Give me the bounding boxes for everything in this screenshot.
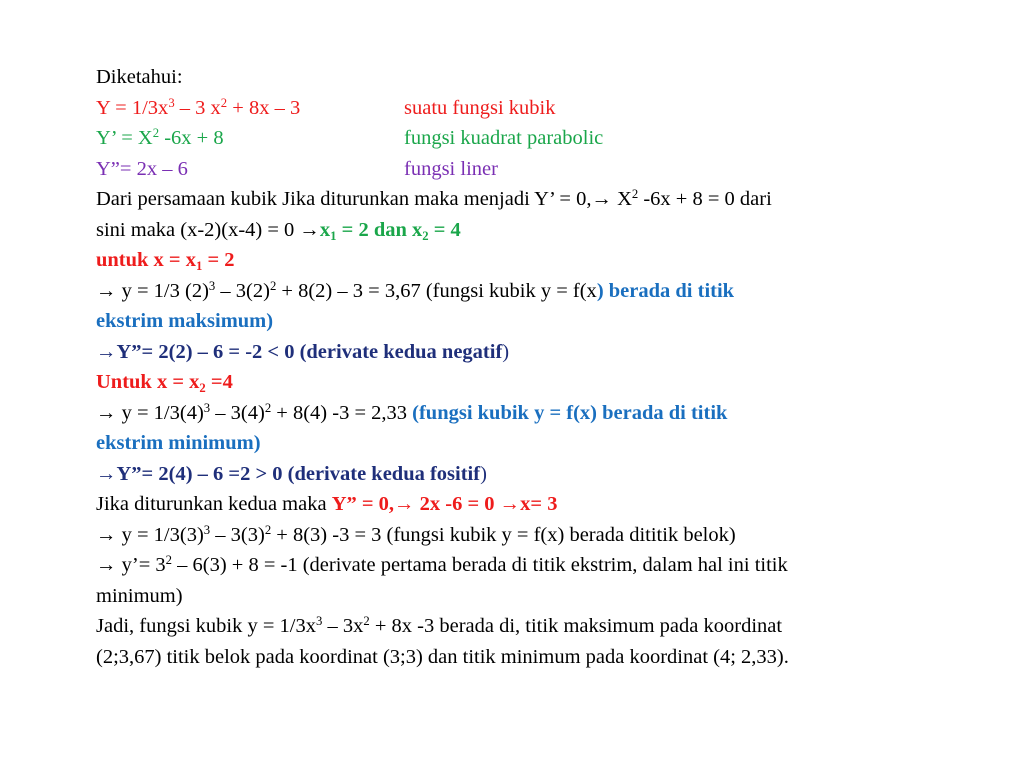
second-derivative-line [96,154,976,185]
description: fungsi liner [404,157,498,180]
superscript: 2 [631,187,639,202]
text: = 4 [428,218,461,241]
paragraph-line [96,611,976,642]
text: sini maka (x-2)(x-4) = 0 → [96,218,320,241]
superscript: 2 [264,522,272,537]
slide-content [96,62,976,672]
text: – 3x [322,615,364,637]
text: (2;3,67) titik belok pada koordinat (3;3) dan titik minimum pada koordinat (4; 2,33). [96,645,789,668]
text: = 2 dan x [336,218,423,241]
paragraph-line [96,215,976,246]
text: Y’ = X [96,127,153,149]
paragraph-line [96,459,976,490]
text: – 3(3) [210,523,265,546]
text: → y = 1/3 (2) [96,279,209,302]
text: Dari persamaan kubik Jika diturunkan maka menjadi Y’ = 0,→ X [96,188,632,210]
text: ekstrim minimum) [96,432,261,454]
paragraph-line [96,520,976,551]
text: =4 [205,371,233,393]
text: ekstrim maksimum) [96,310,274,332]
description: suatu fungsi kubik [404,96,556,119]
equation [96,97,300,119]
text: (fungsi kubik y = f(x) berada di titik [412,401,728,424]
text: x [319,218,331,241]
text: Untuk x = x [96,371,200,393]
text: – 6(3) + 8 = -1 (derivate pertama berada di titik ekstrim, dalam hal ini titik [172,554,788,576]
text: → y = 1/3(4) [96,401,204,424]
paragraph-line [96,184,976,215]
superscript: 3 [208,278,216,293]
text: -6x + 8 [159,127,224,149]
equation: Y”= 2x – 6 [96,157,188,180]
text: + 8x -3 berada di, titik maksimum pada koordinat [369,615,783,637]
paragraph-line [96,581,976,612]
paragraph-line [96,428,976,459]
superscript: 3 [315,614,323,629]
superscript: 3 [168,95,175,110]
superscript: 2 [264,400,272,415]
text: untuk x = x [96,249,196,271]
text: Y = 1/3x [96,96,169,119]
subscript: 2 [199,380,206,395]
text: ) [480,462,487,485]
text: Y” = 0,→ 2x -6 = 0 →x= 3 [331,493,558,515]
equation [96,127,224,149]
text: → y’= 3 [96,554,166,576]
case-heading-x1 [96,245,976,276]
text: → y = 1/3(3) [96,523,204,546]
text: + 8(3) -3 = 3 (fungsi kubik y = f(x) berada dititik belok) [271,523,736,546]
paragraph-line [96,642,976,673]
subscript: 2 [422,228,429,243]
text: + 8x – 3 [227,96,301,119]
text: – 3(4) [210,401,265,424]
superscript: 2 [220,95,228,110]
superscript: 2 [363,614,370,629]
text: ) berada di titik [596,279,735,302]
subscript: 1 [330,228,337,243]
subscript: 1 [196,258,203,273]
text: = 2 [202,249,235,271]
description: fungsi kuadrat parabolic [404,127,604,149]
paragraph-line [96,276,976,307]
paragraph-line [96,489,976,520]
text: Jika diturunkan kedua maka [96,493,332,515]
case-heading-x2 [96,367,976,398]
paragraph-line [96,550,976,581]
text: minimum) [96,584,183,607]
roots [320,219,461,241]
text: →Y”= 2(4) – 6 =2 > 0 (derivate kedua fositif [96,462,481,485]
paragraph-line [96,337,976,368]
superscript: 2 [269,278,277,293]
superscript: 2 [152,126,160,141]
text: Diketahui: [96,66,183,88]
paragraph-line [96,398,976,429]
text: →Y”= 2(2) – 6 = -2 < 0 (derivate kedua negatif [96,340,503,363]
text: Jadi, fungsi kubik y = 1/3x [96,615,316,637]
first-derivative-line [96,123,976,154]
superscript: 3 [203,400,211,415]
heading-diketahui [96,62,976,93]
superscript: 2 [165,553,172,568]
text: ) [502,340,510,363]
paragraph-line [96,306,976,337]
text: + 8(2) – 3 = 3,67 (fungsi kubik y = f(x [276,279,597,302]
text: + 8(4) -3 = 2,33 [271,401,413,424]
cubic-function-line [96,93,976,124]
text: – 3(2) [215,279,270,302]
text: -6x + 8 = 0 dari [638,188,772,210]
superscript: 3 [203,522,211,537]
text: – 3 x [174,96,221,119]
